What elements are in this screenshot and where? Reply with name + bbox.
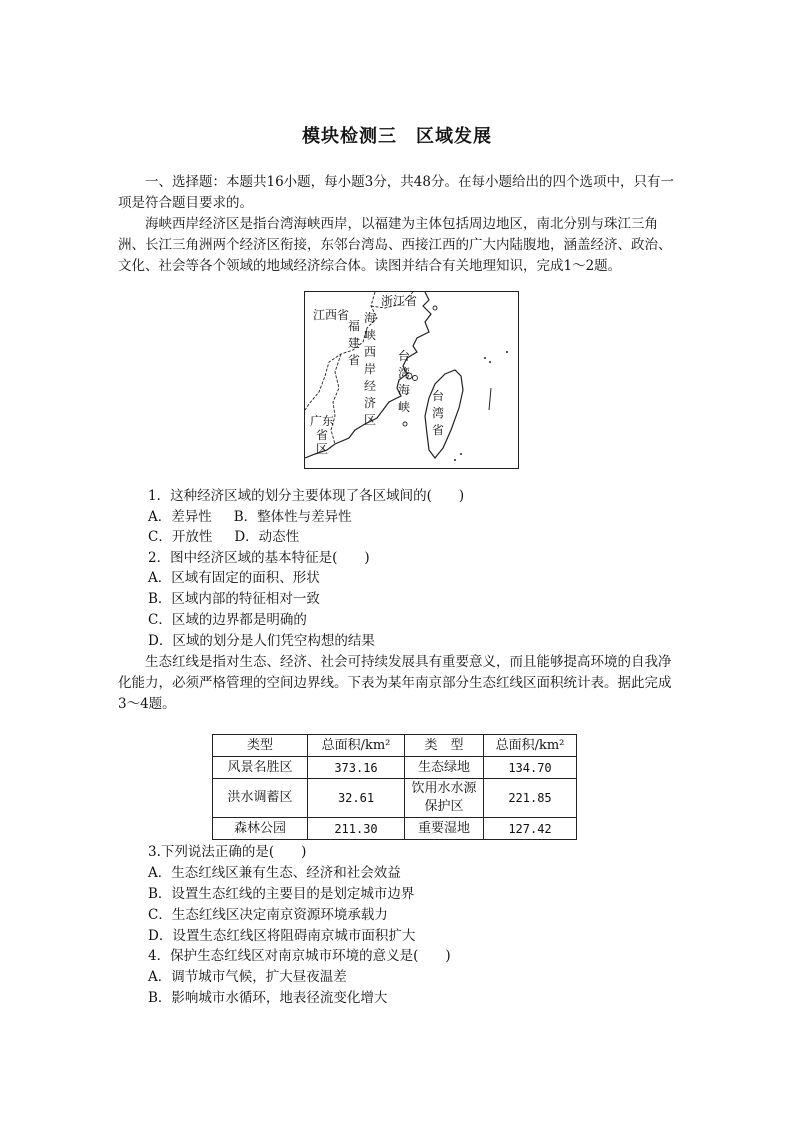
cell-area: 221.85	[484, 779, 577, 818]
table-row	[213, 757, 577, 779]
cell-type: 生态绿地	[405, 757, 484, 779]
label-zhejiang: 浙江省	[381, 294, 418, 308]
cell-type: 风景名胜区	[213, 757, 308, 779]
ecological-redline-table	[212, 734, 577, 840]
q2-option-a[interactable]: A．区域有固定的面积、形状	[148, 570, 320, 586]
q2-option-b[interactable]: B．区域内部的特征相对一致	[148, 591, 320, 607]
q1-options-cd	[148, 527, 299, 548]
cell-area: 127.42	[484, 818, 577, 840]
page-title: 模块检测三 区域发展	[302, 126, 492, 147]
table-row	[213, 818, 577, 840]
header-area-1: 总面积/km²	[308, 735, 405, 757]
label-jiangxi: 江西省	[313, 308, 350, 322]
q3-option-a[interactable]: A．生态红线区兼有生态、经济和社会效益	[148, 865, 401, 881]
q2-option-d[interactable]: D．区域的划分是人们凭空构想的结果	[148, 633, 375, 649]
q1-options-ab	[148, 507, 352, 528]
q1-option-b[interactable]: B．整体性与差异性	[233, 509, 352, 525]
q1-stem: 1．这种经济区域的划分主要体现了各区域间的( )	[148, 488, 465, 504]
cell-area: 32.61	[308, 779, 405, 818]
q2-stem: 2．图中经济区域的基本特征是( )	[148, 550, 370, 566]
q3-stem: 3.下列说法正确的是( )	[148, 844, 307, 860]
cell-area: 373.16	[308, 757, 405, 779]
cell-area: 134.70	[484, 757, 577, 779]
west-strait-economic-zone-map	[304, 291, 519, 469]
label-haixia-xian-jingjiqu: 海峡西岸经济区	[363, 311, 376, 427]
q1-option-d[interactable]: D．动态性	[234, 529, 300, 545]
q4-option-a[interactable]: A．调节城市气候，扩大昼夜温差	[148, 969, 347, 985]
cell-type: 洪水调蓄区	[213, 779, 308, 818]
label-taiwan-strait: 台湾海峡	[397, 349, 410, 414]
cell-type: 饮用水水源保护区	[405, 779, 484, 818]
passage-2: 生态红线是指对生态、经济、社会可持续发展具有重要意义，而且能够提高环境的自我净化能力，必须严格管理的空间边界线。下表为某年南京部分生态红线区面积统计表。据此完成3～4题。	[118, 654, 672, 712]
q1-option-a[interactable]: A．差异性	[148, 509, 212, 525]
cell-type: 森林公园	[213, 818, 308, 840]
section-intro: 一、选择题：本题共16小题，每小题3分，共48分。在每小题给出的四个选项中，只有一项是符合题目要求的。	[118, 174, 674, 211]
header-type-2: 类 型	[405, 735, 484, 757]
q1-option-c[interactable]: C．开放性	[148, 529, 213, 545]
q3-option-c[interactable]: C．生态红线区决定南京资源环境承载力	[148, 907, 388, 923]
header-type-1: 类型	[213, 735, 308, 757]
q3-option-b[interactable]: B．设置生态红线的主要目的是划定城市边界	[148, 886, 415, 902]
q4-stem: 4．保护生态红线区对南京城市环境的意义是( )	[148, 948, 451, 964]
cell-area: 211.30	[308, 818, 405, 840]
label-guangdong: 广东省 区	[309, 414, 334, 456]
cell-type: 重要湿地	[405, 818, 484, 840]
q4-option-b[interactable]: B．影响城市水循环，地表径流变化增大	[148, 990, 388, 1006]
label-fujian: 福建省	[347, 319, 360, 367]
passage-1: 海峡西岸经济区是指台湾海峡西岸，以福建为主体包括周边地区，南北分别与珠江三角洲、长江三角洲两个经济区衔接，东邻台湾岛、西接江西的广大内陆腹地，涵盖经济、政治、文化、社会等各个领域的地域经济综合体。读图并结合有关地理知识，完成1～2题。	[118, 216, 672, 274]
q3-option-d[interactable]: D．设置生态红线区将阻碍南京城市面积扩大	[148, 928, 416, 944]
q2-option-c[interactable]: C．区域的边界都是明确的	[148, 612, 307, 628]
header-area-2: 总面积/km²	[484, 735, 577, 757]
label-taiwan: 台湾省	[431, 389, 444, 437]
table-header-row	[213, 735, 577, 757]
table-row	[213, 779, 577, 818]
